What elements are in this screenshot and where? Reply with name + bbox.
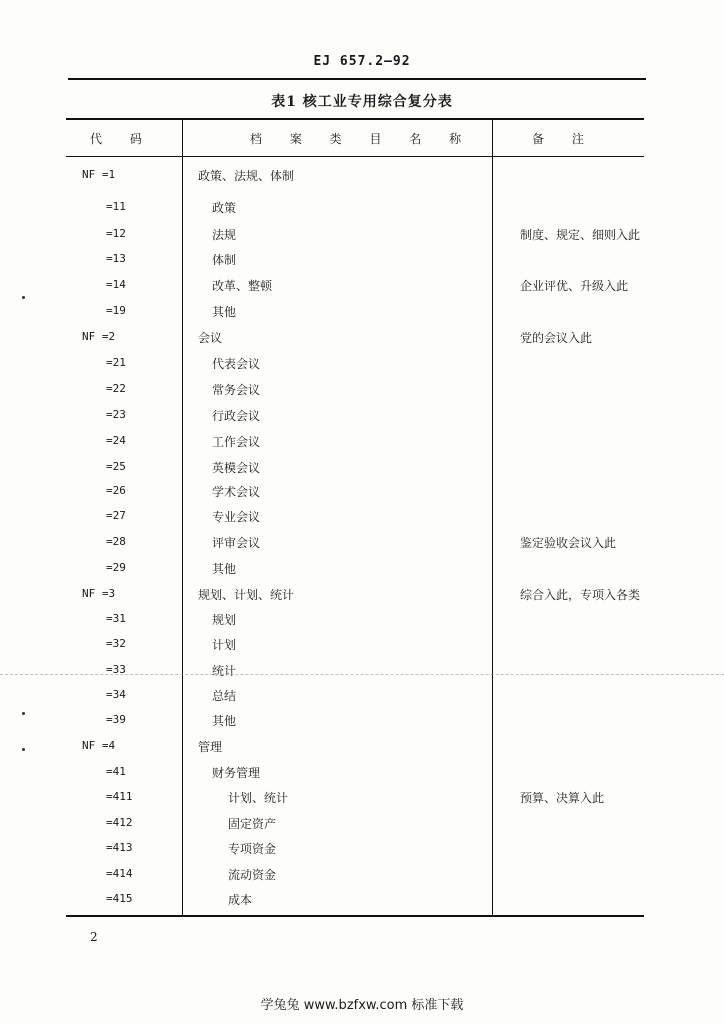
table-row <box>66 482 644 502</box>
row-code: =27 <box>106 509 126 522</box>
table-row <box>66 507 644 527</box>
row-code: =411 <box>106 790 133 803</box>
table-row <box>66 711 644 731</box>
row-code: =22 <box>106 382 126 395</box>
table-row <box>66 686 644 706</box>
row-code: =26 <box>106 484 126 497</box>
row-category-name: 其他 <box>212 305 237 319</box>
row-code: =34 <box>106 688 126 701</box>
table-row <box>66 559 644 579</box>
table-row <box>66 225 644 245</box>
row-category-name: 计划、统计 <box>228 791 289 805</box>
column-header-code: 代 码 <box>90 132 154 146</box>
table-row <box>66 250 644 270</box>
table-row <box>66 328 644 348</box>
table-row <box>66 380 644 400</box>
table-row <box>66 763 644 783</box>
footer-watermark: 学兔兔 www.bzfxw.com 标准下载 <box>260 998 464 1013</box>
row-category-name: 政策、法规、体制 <box>198 169 295 183</box>
row-category-name: 其他 <box>212 714 237 728</box>
table-row <box>66 737 644 757</box>
table-title: 表1 核工业专用综合复分表 <box>271 94 453 110</box>
row-category-name: 专业会议 <box>212 510 261 524</box>
row-code: =14 <box>106 278 126 291</box>
row-category-name: 总结 <box>212 689 237 703</box>
row-category-name: 法规 <box>212 228 237 242</box>
row-category-name: 流动资金 <box>228 868 277 882</box>
row-code: =25 <box>106 460 126 473</box>
table-row <box>66 406 644 426</box>
row-category-name: 代表会议 <box>212 357 261 371</box>
row-code: =12 <box>106 227 126 240</box>
row-note: 制度、规定、细则入此 <box>520 228 641 242</box>
table-row <box>66 814 644 834</box>
row-category-name: 英模会议 <box>212 461 261 475</box>
row-category-name: 专项资金 <box>228 842 277 856</box>
row-code: =29 <box>106 561 126 574</box>
table-bottom-rule <box>66 915 644 917</box>
table-row <box>66 166 644 186</box>
row-category-name: 常务会议 <box>212 383 261 397</box>
row-code: =41 <box>106 765 126 778</box>
table-row <box>66 865 644 885</box>
table-row <box>66 533 644 553</box>
table-row <box>66 890 644 910</box>
table-row <box>66 302 644 322</box>
row-category-name: 计划 <box>212 638 237 652</box>
row-code: NF =1 <box>82 168 116 181</box>
row-category-name: 工作会议 <box>212 435 261 449</box>
row-note: 预算、决算入此 <box>520 791 605 805</box>
table-row <box>66 585 644 605</box>
row-code: =414 <box>106 867 133 880</box>
table-row <box>66 198 644 218</box>
column-header-name: 档 案 类 目 名 称 <box>250 132 474 146</box>
table-row <box>66 354 644 374</box>
column-header-note: 备 注 <box>532 132 596 146</box>
header-rule <box>68 78 646 80</box>
row-category-name: 其他 <box>212 562 237 576</box>
table-row <box>66 839 644 859</box>
row-code: =415 <box>106 892 133 905</box>
row-code: =39 <box>106 713 126 726</box>
row-code: NF =4 <box>82 739 116 752</box>
table-row <box>66 432 644 452</box>
row-code: NF =2 <box>82 330 116 343</box>
table-row <box>66 661 644 681</box>
table-row <box>66 276 644 296</box>
row-code: =23 <box>106 408 126 421</box>
scan-speck <box>22 712 25 715</box>
row-category-name: 行政会议 <box>212 409 261 423</box>
table-row <box>66 635 644 655</box>
row-category-name: 规划 <box>212 613 237 627</box>
row-category-name: 管理 <box>198 740 223 754</box>
row-category-name: 政策 <box>212 201 237 215</box>
row-code: =19 <box>106 304 126 317</box>
row-category-name: 统计 <box>212 664 237 678</box>
row-category-name: 改革、整顿 <box>212 279 273 293</box>
scan-speck <box>22 748 25 751</box>
row-category-name: 评审会议 <box>212 536 261 550</box>
document-number: EJ 657.2—92 <box>313 54 411 69</box>
row-category-name: 会议 <box>198 331 223 345</box>
row-code: =21 <box>106 356 126 369</box>
row-code: =31 <box>106 612 126 625</box>
row-category-name: 学术会议 <box>212 485 261 499</box>
table-top-rule <box>66 118 644 120</box>
row-code: =33 <box>106 663 126 676</box>
page-number: 2 <box>90 930 98 944</box>
table-row <box>66 458 644 478</box>
scan-speck <box>22 296 25 299</box>
table-header-rule <box>66 156 644 157</box>
table-row <box>66 610 644 630</box>
row-code: =32 <box>106 637 126 650</box>
row-note: 企业评优、升级入此 <box>520 279 629 293</box>
row-category-name: 规划、计划、统计 <box>198 588 295 602</box>
row-code: =11 <box>106 200 126 213</box>
row-code: =413 <box>106 841 133 854</box>
row-code: NF =3 <box>82 587 116 600</box>
classification-table <box>66 118 644 918</box>
table-row <box>66 788 644 808</box>
row-category-name: 体制 <box>212 253 237 267</box>
row-category-name: 成本 <box>228 893 253 907</box>
row-category-name: 固定资产 <box>228 817 277 831</box>
row-code: =13 <box>106 252 126 265</box>
row-note: 党的会议入此 <box>520 331 593 345</box>
scan-artifact <box>0 674 724 675</box>
row-code: =28 <box>106 535 126 548</box>
row-code: =412 <box>106 816 133 829</box>
row-note: 综合入此，专项入各类 <box>520 588 641 602</box>
row-note: 鉴定验收会议入此 <box>520 536 617 550</box>
row-category-name: 财务管理 <box>212 766 261 780</box>
row-code: =24 <box>106 434 126 447</box>
